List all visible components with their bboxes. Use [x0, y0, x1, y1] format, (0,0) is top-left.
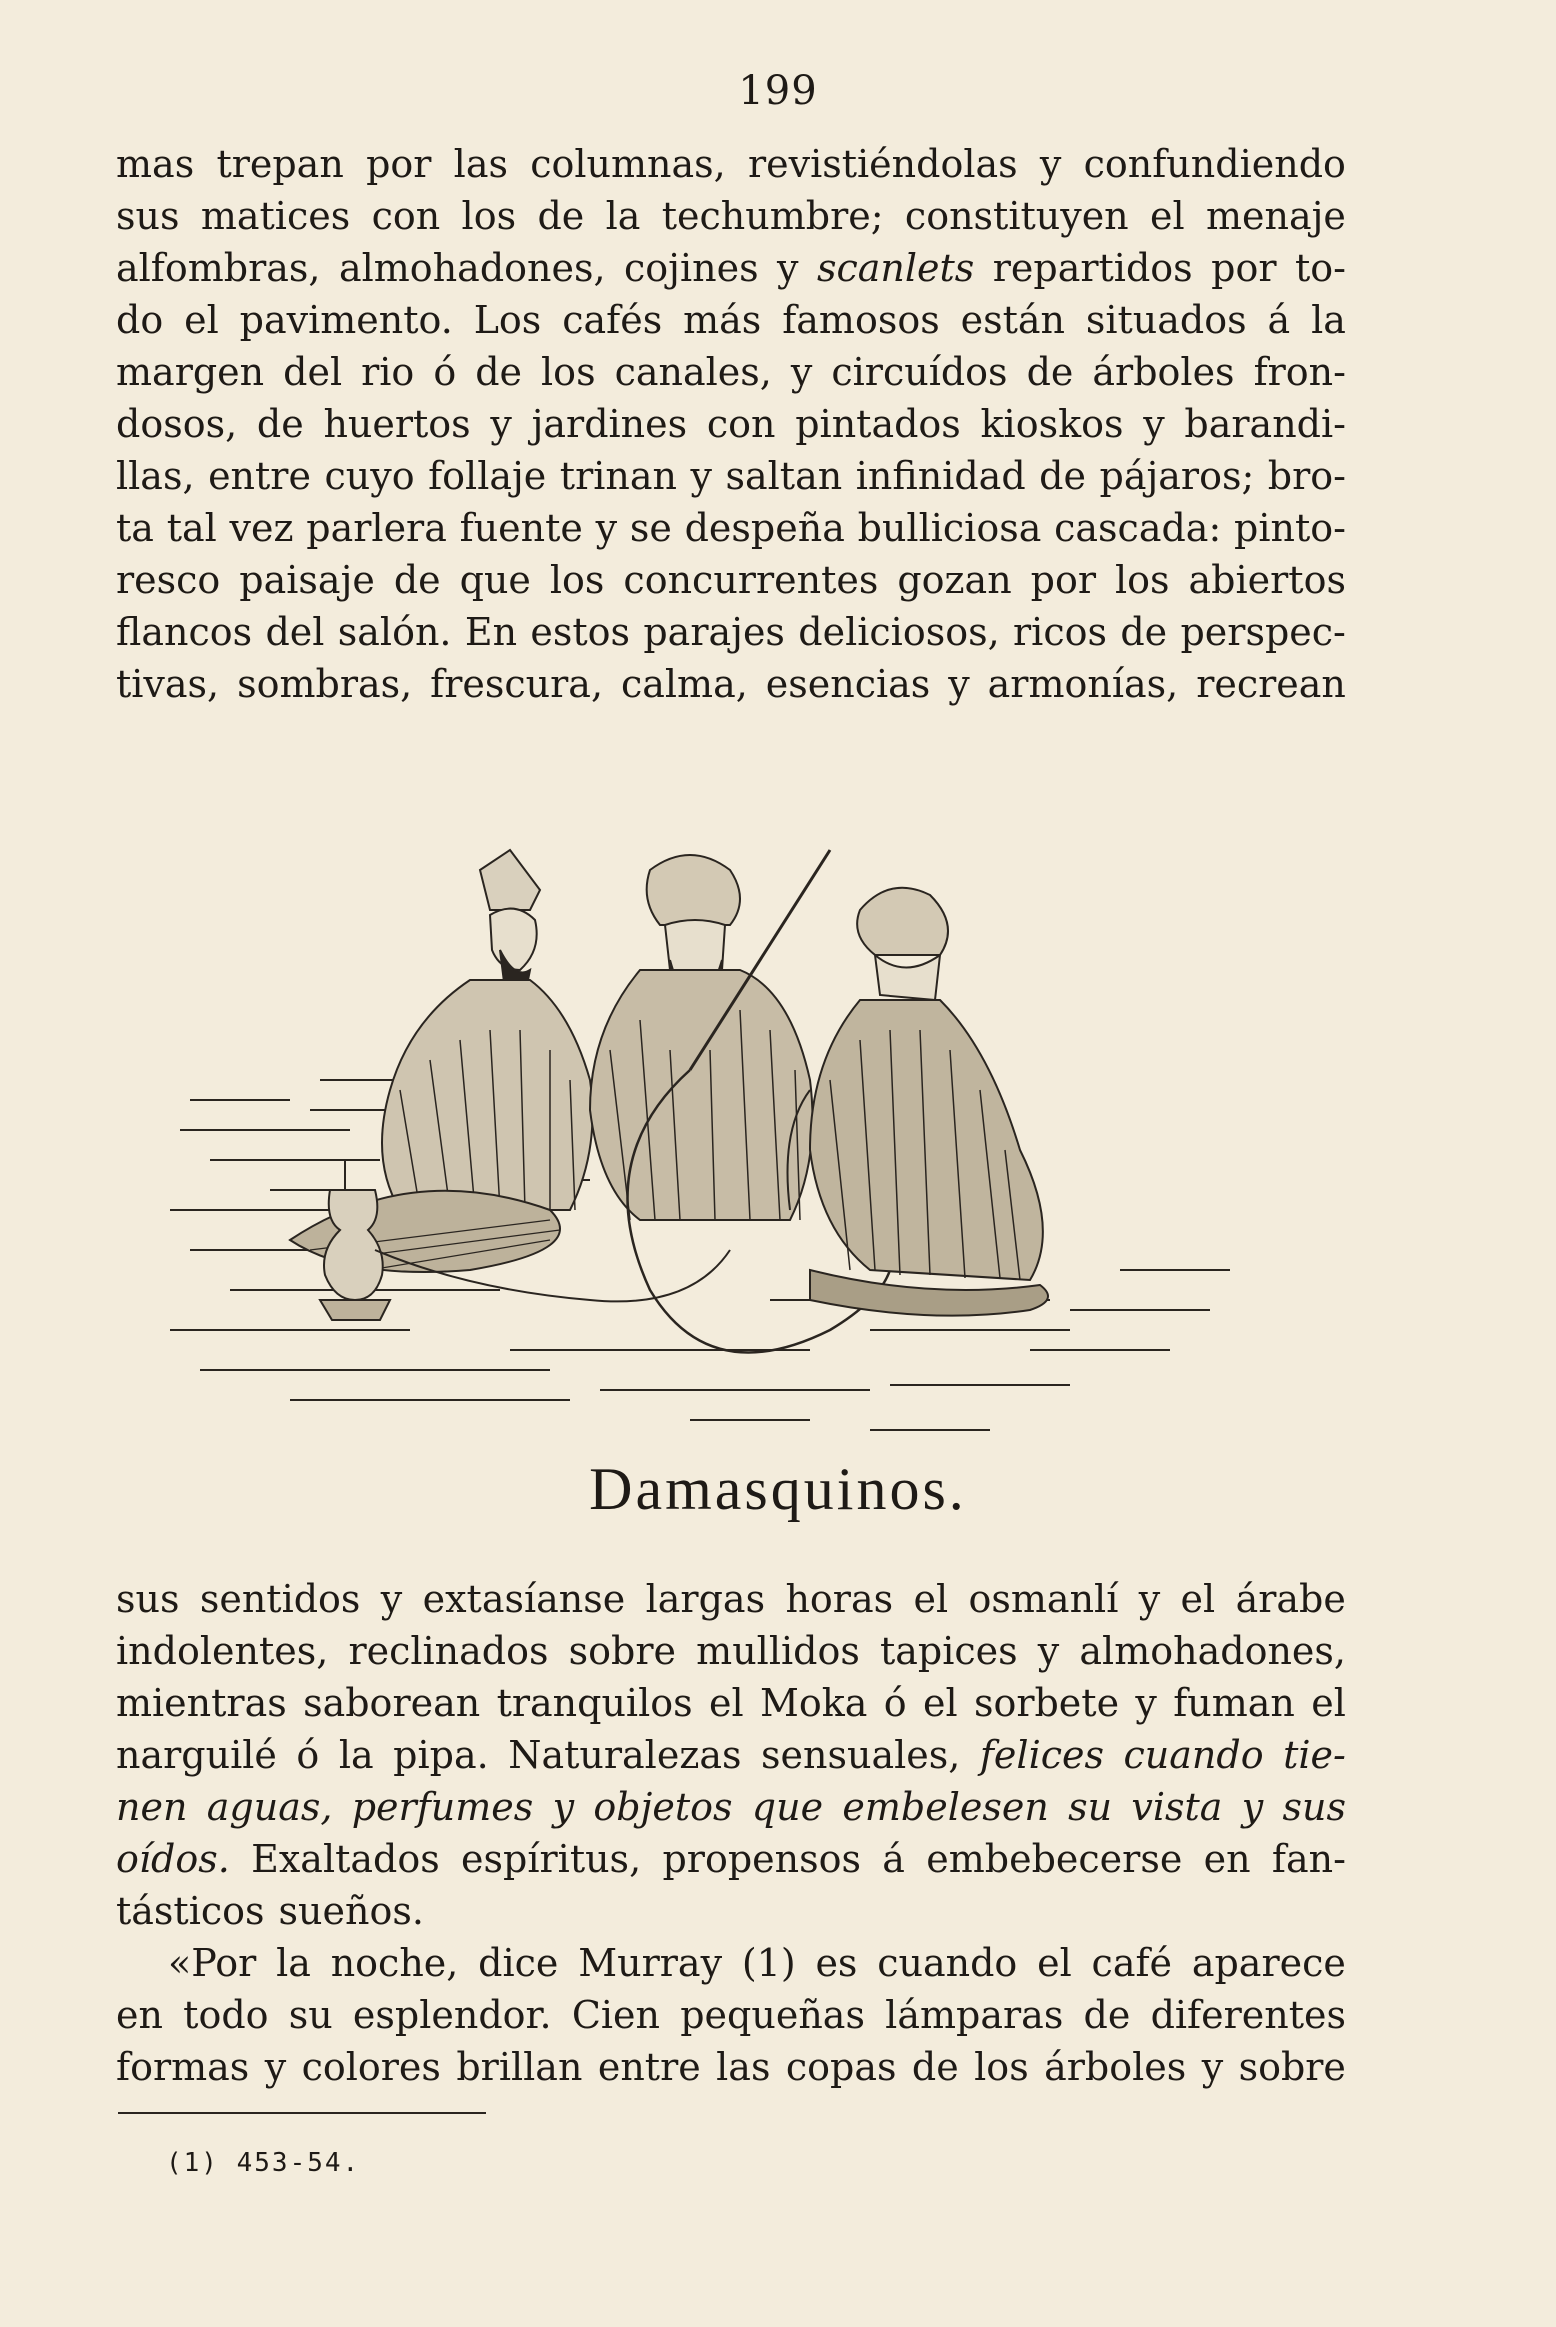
word: matices — [200, 194, 351, 238]
word: fan- — [1271, 1837, 1346, 1881]
word: circuídos — [831, 350, 1008, 394]
word: sus — [1282, 1785, 1346, 1829]
word: despeña — [684, 506, 845, 550]
word: su — [1068, 1785, 1113, 1829]
word: alfombras, — [116, 246, 321, 290]
paragraph-top — [116, 138, 1346, 710]
word: Cien — [571, 1993, 661, 2037]
text-line — [116, 1989, 1346, 2041]
text-line — [116, 138, 1346, 190]
word: Naturalezas — [508, 1733, 742, 1777]
word: por — [1211, 246, 1277, 290]
word: árabe — [1235, 1577, 1346, 1621]
word: café — [1091, 1941, 1173, 1985]
word: (1) — [741, 1941, 796, 1985]
word: embelesen — [842, 1785, 1049, 1829]
word: embebecerse — [926, 1837, 1183, 1881]
word: trinan — [559, 454, 677, 498]
word: dice — [478, 1941, 559, 1985]
word: y — [1241, 1785, 1264, 1829]
word: ó — [883, 1681, 907, 1725]
word: margen — [116, 350, 265, 394]
word: Murray — [578, 1941, 723, 1985]
word: y — [595, 506, 618, 550]
word: de — [475, 350, 523, 394]
word: entre — [208, 454, 311, 498]
word: saborean — [303, 1681, 481, 1725]
word: techumbre; — [661, 194, 884, 238]
word: y — [1201, 2045, 1224, 2089]
word: el — [184, 298, 219, 342]
word: con — [371, 194, 441, 238]
word: horas — [785, 1577, 894, 1621]
word: fuman — [1173, 1681, 1295, 1725]
word: los — [461, 194, 517, 238]
word: menaje — [1206, 194, 1346, 238]
word: los — [974, 2045, 1029, 2089]
word: los — [549, 558, 605, 602]
word: aparece — [1191, 1941, 1346, 1985]
word: aguas, — [206, 1785, 333, 1829]
word: calma, — [620, 662, 748, 706]
word: por — [366, 142, 432, 186]
text-line — [116, 1833, 1346, 1885]
word: jardines — [531, 402, 688, 446]
word: famosos — [782, 298, 940, 342]
word: sombras, — [237, 662, 413, 706]
word: de — [1083, 1993, 1131, 2037]
word: á — [882, 1837, 905, 1881]
word: están — [960, 298, 1065, 342]
word: trepan — [216, 142, 344, 186]
word: pavimento. — [239, 298, 453, 342]
word: scanlets — [816, 246, 975, 290]
word: pájaros; — [1099, 454, 1255, 498]
text-line — [116, 1729, 1346, 1781]
word: lámparas — [885, 1993, 1064, 2037]
word: la — [276, 1941, 311, 1985]
text-line — [116, 606, 1346, 658]
word: tivas, — [116, 662, 220, 706]
word: cafés — [562, 298, 663, 342]
word: el — [913, 1577, 949, 1621]
word: kioskos — [980, 402, 1124, 446]
word: sentidos — [199, 1577, 361, 1621]
word: ó — [433, 350, 457, 394]
paragraph-bottom — [116, 1573, 1346, 2093]
word: indolentes, — [116, 1629, 329, 1673]
text-line — [116, 1677, 1346, 1729]
text-line — [116, 658, 1346, 710]
text-line — [116, 398, 1346, 450]
word: huertos — [323, 402, 471, 446]
word: su — [288, 1993, 333, 2037]
word: armonías, — [987, 662, 1179, 706]
word: pintados — [795, 402, 961, 446]
text-line — [116, 502, 1346, 554]
word: paisaje — [239, 558, 375, 602]
word: mullidos — [696, 1629, 860, 1673]
word: y — [490, 402, 512, 446]
word: En — [464, 610, 518, 654]
word: sueños. — [278, 1889, 424, 1933]
word: cuyo — [324, 454, 415, 498]
word: de — [393, 558, 441, 602]
word: el — [922, 1681, 958, 1725]
word: ricos — [1013, 610, 1107, 654]
word: sobre — [1238, 2045, 1346, 2089]
word: árboles — [1044, 2045, 1187, 2089]
word: y — [264, 2045, 287, 2089]
word: largas — [645, 1577, 766, 1621]
word: fron- — [1253, 350, 1346, 394]
word: sorbete — [973, 1681, 1120, 1725]
word: osmanlí — [968, 1577, 1119, 1621]
word: el — [1311, 1681, 1346, 1725]
word: que — [751, 1785, 824, 1829]
word: confundiendo — [1083, 142, 1346, 186]
word: objetos — [593, 1785, 733, 1829]
word: y — [1037, 1629, 1060, 1673]
word: salón. — [337, 610, 452, 654]
word: almohadones, — [338, 246, 606, 290]
word: llas, — [116, 454, 195, 498]
word: más — [683, 298, 762, 342]
word: tásticos — [116, 1889, 265, 1933]
word: canales, — [614, 350, 772, 394]
word: formas — [116, 2045, 250, 2089]
text-line — [116, 1781, 1346, 1833]
word: es — [815, 1941, 858, 1985]
word: de — [1026, 350, 1074, 394]
word: y — [1135, 1681, 1157, 1725]
word: vista — [1131, 1785, 1223, 1829]
word: de — [256, 402, 304, 446]
word: narguilé — [116, 1733, 277, 1777]
word: con — [706, 402, 776, 446]
word: la — [605, 194, 641, 238]
word: extasíanse — [422, 1577, 626, 1621]
word: noche, — [330, 1941, 459, 1985]
word: tie- — [1283, 1733, 1346, 1777]
word: del — [265, 610, 325, 654]
damasquinos-illustration — [170, 830, 1280, 1450]
word: nen — [116, 1785, 188, 1829]
word: de — [911, 2045, 959, 2089]
word: y — [777, 246, 799, 290]
word: follaje — [428, 454, 547, 498]
word: flancos — [116, 610, 253, 654]
word: copas — [785, 2045, 897, 2089]
word: Los — [473, 298, 542, 342]
word: perspec- — [1180, 610, 1346, 654]
word: rio — [361, 350, 415, 394]
word: brillan — [456, 2045, 583, 2089]
word: que — [459, 558, 531, 602]
text-line — [116, 294, 1346, 346]
word: constituyen — [904, 194, 1129, 238]
text-line — [116, 1885, 1346, 1937]
text-line — [116, 554, 1346, 606]
word: pequeñas — [680, 1993, 865, 2037]
word: Exaltados — [251, 1837, 440, 1881]
word: espíritus, — [461, 1837, 642, 1881]
word: pipa. — [393, 1733, 489, 1777]
word: dosos, — [116, 402, 238, 446]
word: colores — [301, 2045, 441, 2089]
text-line — [116, 190, 1346, 242]
illustration-caption: Damasquinos. — [589, 1456, 967, 1522]
word: estos — [530, 610, 631, 654]
word: cascada: — [1054, 506, 1222, 550]
word: concurrentes — [623, 558, 879, 602]
word: y — [1143, 402, 1165, 446]
word: y — [1039, 142, 1062, 186]
word: el — [708, 1681, 744, 1725]
word: cuando — [877, 1941, 1018, 1985]
word: sensuales, — [761, 1733, 961, 1777]
word: bulliciosa — [857, 506, 1042, 550]
word: «Por — [168, 1941, 257, 1985]
word: árboles — [1092, 350, 1235, 394]
word: almohadones, — [1079, 1629, 1346, 1673]
word: columnas, — [530, 142, 726, 186]
word: por — [1030, 558, 1097, 602]
word: sobre — [568, 1629, 677, 1673]
word: do — [116, 298, 164, 342]
word: diferentes — [1150, 1993, 1346, 2037]
word: la — [338, 1733, 374, 1777]
word: reclinados — [348, 1629, 549, 1673]
word: esencias — [765, 662, 931, 706]
word: y — [790, 350, 813, 394]
text-line — [116, 346, 1346, 398]
word: situados — [1085, 298, 1247, 342]
word: abiertos — [1188, 558, 1346, 602]
word: de — [1039, 454, 1086, 498]
word: bro- — [1267, 454, 1346, 498]
word: ó — [296, 1733, 320, 1777]
text-line — [116, 1937, 1346, 1989]
word: parajes — [643, 610, 785, 654]
word: gozan — [897, 558, 1012, 602]
text-line — [116, 1625, 1346, 1677]
word: se — [629, 506, 672, 550]
word: y — [552, 1785, 575, 1829]
footnote-divider — [118, 2112, 486, 2114]
word: recrean — [1196, 662, 1346, 706]
word: oídos. — [116, 1837, 230, 1881]
word: de — [1120, 610, 1168, 654]
word: frescura, — [430, 662, 604, 706]
word: barandi- — [1184, 402, 1346, 446]
word: sus — [116, 1577, 180, 1621]
word: to- — [1294, 246, 1346, 290]
word: y — [380, 1577, 403, 1621]
word: propensos — [662, 1837, 861, 1881]
word: el — [1150, 194, 1185, 238]
word: el — [1037, 1941, 1072, 1985]
word: saltan — [725, 454, 843, 498]
word: pinto- — [1234, 506, 1346, 550]
word: ta — [116, 506, 154, 550]
text-line — [116, 1573, 1346, 1625]
footnote: (1) 453-54. — [166, 2148, 361, 2178]
text-line — [116, 2041, 1346, 2093]
word: los — [1115, 558, 1170, 602]
word: fuente — [459, 506, 583, 550]
word: parlera — [306, 506, 447, 550]
word: el — [1180, 1577, 1216, 1621]
word: tal — [166, 506, 217, 550]
word: cojines — [624, 246, 759, 290]
word: felices — [979, 1733, 1104, 1777]
word: todo — [183, 1993, 269, 2037]
word: repartidos — [992, 246, 1193, 290]
word: vez — [229, 506, 294, 550]
text-line — [116, 242, 1346, 294]
word: resco — [116, 558, 221, 602]
word: á — [1267, 298, 1291, 342]
word: infinidad — [855, 454, 1026, 498]
word: tranquilos — [496, 1681, 693, 1725]
word: mas — [116, 142, 195, 186]
word: las — [716, 2045, 771, 2089]
word: y — [1138, 1577, 1161, 1621]
word: sus — [116, 194, 180, 238]
text-line — [116, 450, 1346, 502]
word: revistiéndolas — [747, 142, 1018, 186]
word: la — [1311, 298, 1346, 342]
word: mientras — [116, 1681, 287, 1725]
word: los — [541, 350, 596, 394]
word: perfumes — [351, 1785, 534, 1829]
word: en — [1203, 1837, 1251, 1881]
word: tapices — [879, 1629, 1018, 1673]
word: del — [283, 350, 343, 394]
word: y — [948, 662, 970, 706]
word: de — [537, 194, 585, 238]
word: deliciosos, — [798, 610, 1000, 654]
word: y — [690, 454, 712, 498]
word: las — [453, 142, 508, 186]
word: Moka — [759, 1681, 868, 1725]
word: cuando — [1123, 1733, 1264, 1777]
word: entre — [597, 2045, 701, 2089]
word: esplendor. — [352, 1993, 552, 2037]
word: en — [116, 1993, 163, 2037]
page-number: 199 — [738, 68, 818, 114]
